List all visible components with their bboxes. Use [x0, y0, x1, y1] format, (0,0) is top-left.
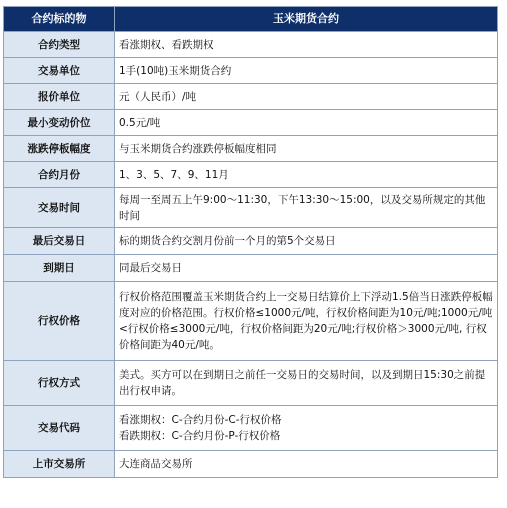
- row-value-exchange: 大连商品交易所: [115, 451, 498, 478]
- header-key-cell: 合约标的物: [4, 7, 115, 32]
- table-header-row: [4, 7, 498, 32]
- row-value-trading-hours: 每周一至周五上午9:00～11:30，下午13:30～15:00，以及交易所规定的其他时间: [115, 188, 498, 228]
- row-label-contract-type: 合约类型: [4, 32, 115, 58]
- row-value-exercise-style: 美式。买方可以在到期日之前任一交易日的交易时间，以及到期日15:30之前提出行权申请。: [115, 361, 498, 406]
- table-row: [4, 188, 498, 228]
- row-label-expiration-day: 到期日: [4, 255, 115, 282]
- row-value-strike-price: 行权价格范围覆盖玉米期货合约上一交易日结算价上下浮动1.5倍当日涨跌停板幅度对应的价格范围。行权价格≤1000元/吨，行权价格间距为10元/吨;1000元/吨<行权价格≤3000元/吨，行权价格间距为20元/吨;行权价格＞3000元/吨, 行权价格间距为40元/吨。: [115, 282, 498, 361]
- table-row: [4, 110, 498, 136]
- table-row: [4, 451, 498, 478]
- table-row: [4, 58, 498, 84]
- row-value-contract-months: 1、3、5、7、9、11月: [115, 162, 498, 188]
- table-row: [4, 32, 498, 58]
- row-label-contract-months: 合约月份: [4, 162, 115, 188]
- corn-option-spec-table: [3, 6, 498, 478]
- table-row: [4, 361, 498, 406]
- row-value-contract-type: 看涨期权、看跌期权: [115, 32, 498, 58]
- row-label-strike-price: 行权价格: [4, 282, 115, 361]
- row-label-quote-unit: 报价单位: [4, 84, 115, 110]
- row-label-trading-unit: 交易单位: [4, 58, 115, 84]
- trading-code-put: 看跌期权：C-合约月份-P-行权价格: [119, 430, 281, 442]
- row-label-exchange: 上市交易所: [4, 451, 115, 478]
- row-value-trading-unit: 1手(10吨)玉米期货合约: [115, 58, 498, 84]
- table-row: [4, 228, 498, 255]
- table-row: [4, 255, 498, 282]
- table-row: [4, 136, 498, 162]
- row-value-tick-size: 0.5元/吨: [115, 110, 498, 136]
- trading-code-call: 看涨期权：C-合约月份-C-行权价格: [119, 414, 282, 426]
- row-value-expiration-day: 同最后交易日: [115, 255, 498, 282]
- row-label-trading-hours: 交易时间: [4, 188, 115, 228]
- row-value-trading-code: [115, 406, 498, 451]
- table-row: [4, 282, 498, 361]
- row-label-tick-size: 最小变动价位: [4, 110, 115, 136]
- row-label-last-trading-day: 最后交易日: [4, 228, 115, 255]
- row-label-exercise-style: 行权方式: [4, 361, 115, 406]
- row-label-price-limit: 涨跌停板幅度: [4, 136, 115, 162]
- row-value-quote-unit: 元（人民币）/吨: [115, 84, 498, 110]
- row-value-price-limit: 与玉米期货合约涨跌停板幅度相同: [115, 136, 498, 162]
- table-row: [4, 406, 498, 451]
- header-value-cell: 玉米期货合约: [115, 7, 498, 32]
- table-row: [4, 84, 498, 110]
- row-value-last-trading-day: 标的期货合约交割月份前一个月的第5个交易日: [115, 228, 498, 255]
- row-label-trading-code: 交易代码: [4, 406, 115, 451]
- table-row: [4, 162, 498, 188]
